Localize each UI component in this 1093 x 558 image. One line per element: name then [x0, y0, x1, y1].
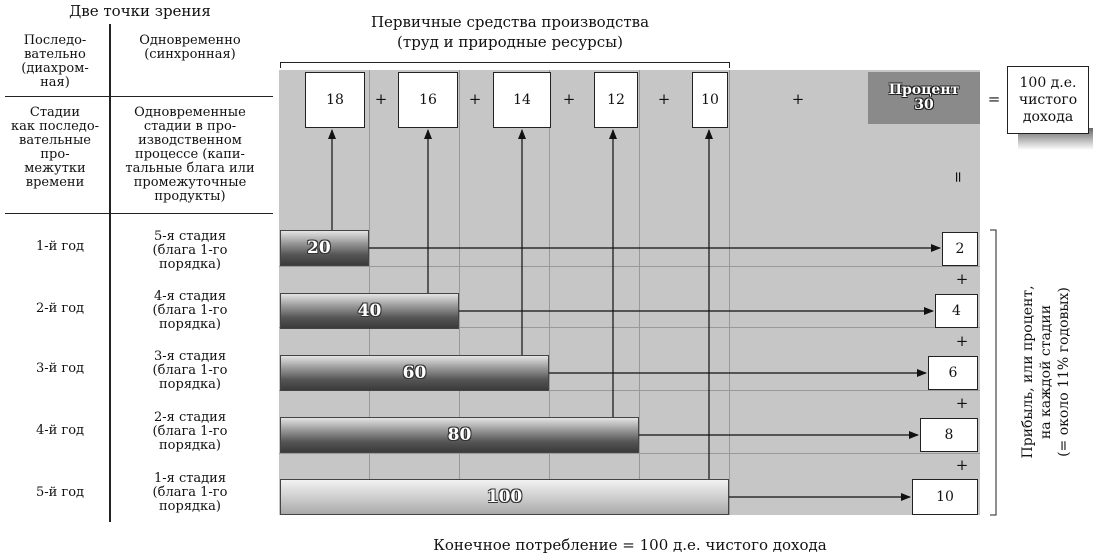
stage-bar-20: 20 — [280, 230, 369, 266]
plus-sign: + — [955, 394, 969, 412]
input-box-16: 16 — [398, 72, 458, 128]
stage-label: 1-я стадия (блага 1-го порядка) — [152, 471, 228, 514]
diachronic-description: Стадии как последо- вательные про- межутки времени — [10, 105, 100, 190]
interest-box: Процент 30 — [868, 72, 980, 124]
plus-sign: + — [657, 90, 671, 108]
year-label: 1-й год — [35, 239, 85, 254]
synchronic-description: Одновременные стадии в про- изводственном процессе (капи- тальные блага или промежуточные продукты) — [125, 105, 255, 204]
input-box-14: 14 — [493, 72, 551, 128]
plus-sign: + — [468, 90, 482, 108]
stage-bar-80: 80 — [280, 417, 639, 453]
synchronic-header: Одновременно (синхронная) — [139, 33, 241, 62]
profit-box-2: 2 — [942, 232, 978, 266]
year-label: 2-й год — [35, 301, 85, 316]
left-panel-title: Две точки зрения — [69, 2, 211, 20]
profit-bracket — [990, 230, 996, 515]
stage-label: 3-я стадия (блага 1-го порядка) — [152, 349, 228, 392]
primary-means-label: Первичные средства производства (труд и природные ресурсы) — [370, 13, 650, 51]
profit-box-4: 4 — [935, 294, 978, 328]
input-box-18: 18 — [305, 72, 365, 128]
profit-box-8: 8 — [920, 418, 978, 452]
input-box-12: 12 — [594, 72, 638, 128]
stage-label: 2-я стадия (блага 1-го порядка) — [152, 410, 228, 453]
year-label: 3-й год — [35, 361, 85, 376]
plus-sign: + — [955, 332, 969, 350]
stage-label: 4-я стадия (блага 1-го порядка) — [152, 289, 228, 332]
profit-box-10: 10 — [912, 479, 978, 515]
footer-caption: Конечное потребление = 100 д.е. чистого дохода — [433, 536, 827, 554]
plus-sign: + — [562, 90, 576, 108]
plus-sign: + — [955, 456, 969, 474]
plus-sign: + — [955, 270, 969, 288]
year-label: 5-й год — [35, 485, 85, 500]
equals-sign: = — [987, 90, 1001, 108]
stage-label: 5-я стадия (блага 1-го порядка) — [152, 229, 228, 272]
stage-bar-60: 60 — [280, 355, 549, 391]
plus-sign: + — [374, 90, 388, 108]
year-label: 4-й год — [35, 423, 85, 438]
profit-box-6: 6 — [928, 356, 978, 390]
stage-bar-100: 100 — [280, 479, 729, 515]
stage-bar-40: 40 — [280, 293, 459, 329]
vertical-equals: = — [949, 170, 968, 184]
input-box-10: 10 — [692, 72, 728, 128]
diachronic-header: Последо- вательно (диахром- ная) — [21, 33, 89, 90]
plus-sign: + — [791, 90, 805, 108]
net-income-box: 100 д.е. чистого дохода — [1007, 66, 1089, 134]
